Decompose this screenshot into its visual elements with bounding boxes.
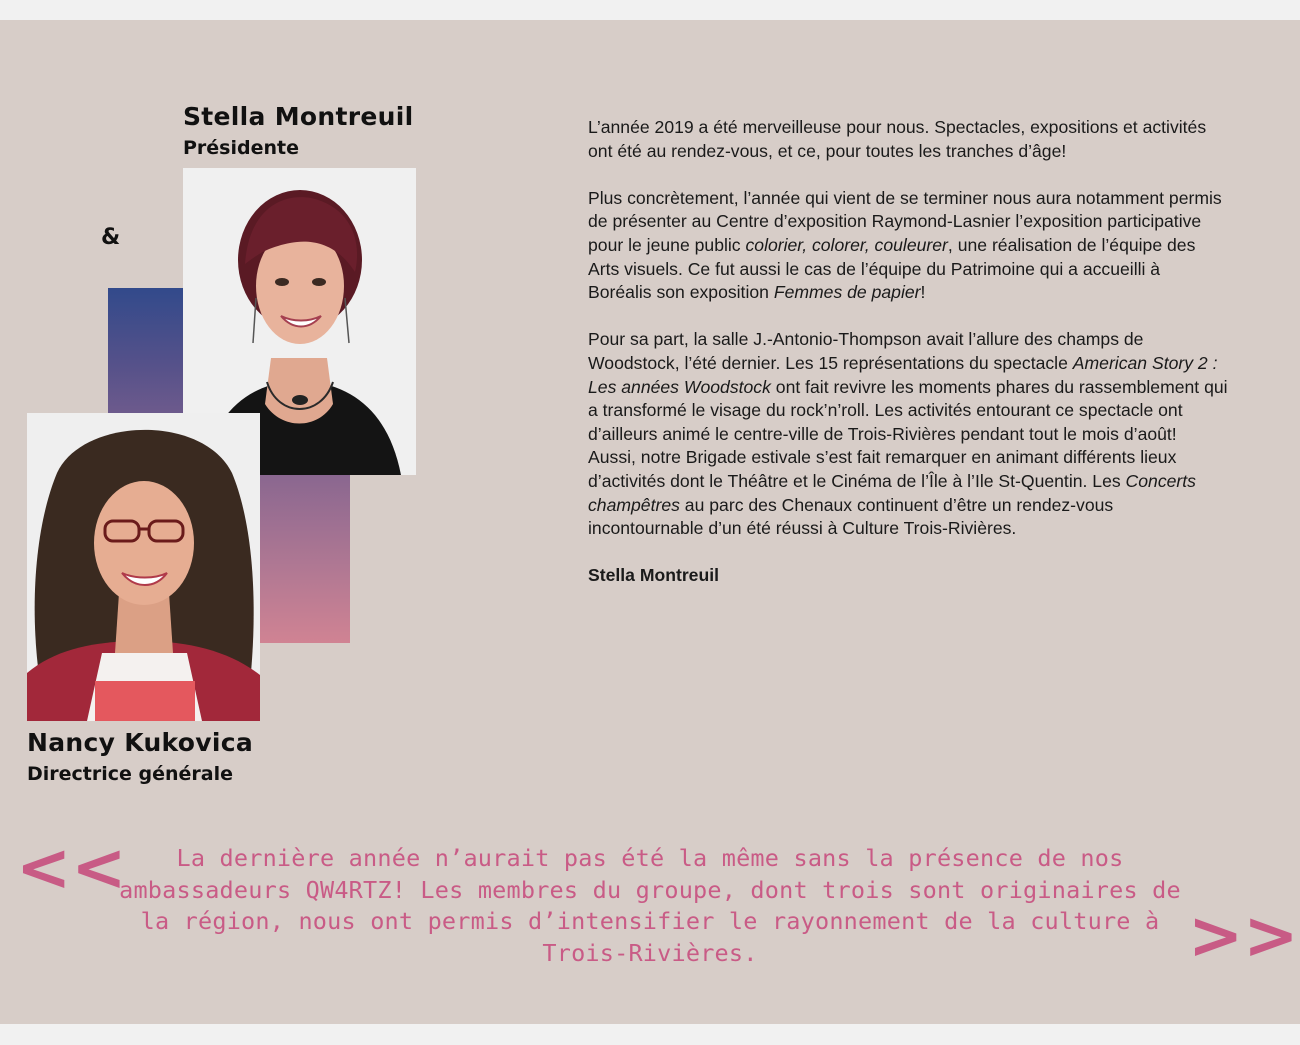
- page: [0, 20, 1300, 1024]
- letter-text: !: [920, 282, 926, 303]
- director-role: Directrice générale: [27, 763, 234, 785]
- quote-close-mark: >>: [1188, 897, 1299, 974]
- quote-open-mark: <<: [16, 829, 127, 906]
- letter-signature: Stella Montreuil: [588, 565, 719, 586]
- exhibition-title: Femmes de papier: [773, 282, 921, 303]
- letter-text: Plus concrètement, l’année qui vient de se terminer nous aura notamment permis de présenter au Centre d’exposition Raymond-Lasnier l’exposition participative pour le jeune public: [588, 187, 1222, 255]
- letter-paragraph-1: [588, 116, 1228, 163]
- president-role: Présidente: [183, 137, 299, 159]
- pull-quote: La dernière année n’aurait pas été la même sans la présence de nos ambassadeurs QW4RTZ! Les membres du groupe, dont trois sont originaires de la région, nous ont permis d’intensifier le rayonnement de la culture à Trois-Rivières.: [119, 844, 1181, 967]
- letter-paragraph-3: [588, 328, 1228, 540]
- exhibition-title: colorier, colorer, couleurer: [745, 234, 948, 255]
- ampersand: &: [101, 225, 121, 250]
- event-title: Concerts champêtres: [588, 470, 1196, 515]
- letter-text: , une réalisation de l’équipe des Arts visuels. Ce fut aussi le cas de l’équipe du Patrimoine qui a accueilli à Boréalis son exposition: [588, 234, 1196, 303]
- letter-body: [588, 116, 1228, 611]
- president-name: Stella Montreuil: [183, 102, 414, 131]
- letter-text: L’année 2019 a été merveilleuse pour nous. Spectacles, expositions et activités ont été au rendez-vous, et ce, pour toutes les tranches d’âge!: [588, 117, 1207, 161]
- decorative-bar-pink: [259, 475, 350, 643]
- director-name: Nancy Kukovica: [27, 728, 254, 757]
- letter-paragraph-2: [588, 187, 1228, 305]
- show-title: American Story 2 : Les années Woodstock: [588, 352, 1218, 397]
- letter-text: au parc des Chenaux continuent d’être un rendez-vous incontournable d’un été réussi à Culture Trois-Rivières.: [588, 494, 1114, 539]
- decorative-bar-blue: [108, 288, 184, 414]
- letter-text: Pour sa part, la salle J.-Antonio-Thompson avait l’allure des champs de Woodstock, l’été dernier. Les 15 représentations du spectacle: [588, 329, 1144, 373]
- director-photo: [27, 413, 260, 721]
- letter-text: ont fait revivre les moments phares du rassemblement qui a transformé le visage du rock’n’roll. Les activités entourant ce spectacle ont d’ailleurs animé le centre-ville de Trois-Rivières pendant tout le mois d’août! Aussi, notre Brigade estivale s’est fait remarquer en animant différents lieux d’activités dont le Théâtre et le Cinéma de l’Île à l’Ile St-Quentin. Les: [588, 376, 1228, 491]
